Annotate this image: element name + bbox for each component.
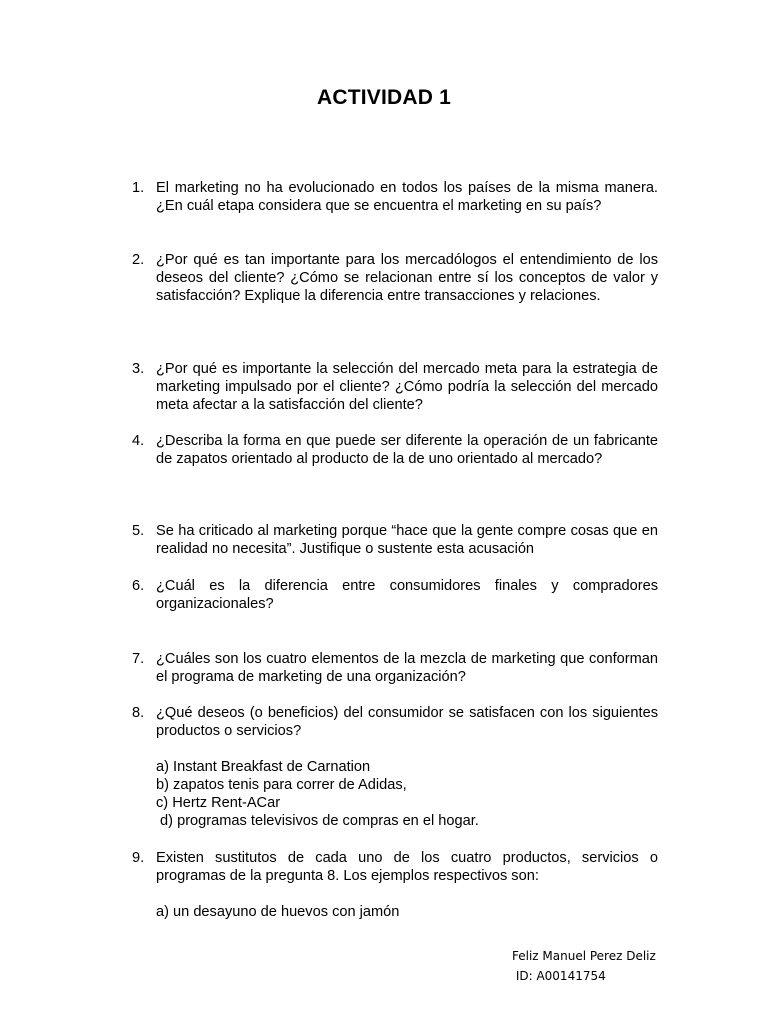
list-item: b) zapatos tenis para correr de Adidas, <box>156 777 407 793</box>
question-9 <box>132 849 658 885</box>
question-8-items <box>156 758 656 830</box>
author-name: Feliz Manuel Perez Deliz <box>512 949 656 963</box>
question-4 <box>132 432 658 468</box>
question-number: 4. <box>132 433 145 449</box>
question-number: 2. <box>132 252 145 268</box>
list-item: c) Hertz Rent-ACar <box>156 795 281 811</box>
question-8 <box>132 704 658 740</box>
question-number: 3. <box>132 361 145 377</box>
question-number: 6. <box>132 578 145 594</box>
question-3 <box>132 360 658 414</box>
question-text: ¿Qué deseos (o beneficios) del consumidor se satisfacen con los siguientes productos o servicios? <box>156 705 658 739</box>
question-number: 9. <box>132 850 145 866</box>
signature-block <box>512 946 732 986</box>
question-text: ¿Por qué es importante la selección del mercado meta para la estrategia de marketing impulsado por el cliente? ¿Cómo podría la selección del mercado meta afectar a la satisfacción del cliente? <box>156 361 658 413</box>
question-text: Existen sustitutos de cada uno de los cuatro productos, servicios o programas de la pregunta 8. Los ejemplos respectivos son: <box>156 850 658 884</box>
question-7 <box>132 650 658 686</box>
question-2 <box>132 251 658 305</box>
question-number: 8. <box>132 705 145 721</box>
question-number: 5. <box>132 523 145 539</box>
list-item: a) un desayuno de huevos con jamón <box>156 904 400 920</box>
question-number: 7. <box>132 651 145 667</box>
question-9-items <box>156 903 656 921</box>
list-item: a) Instant Breakfast de Carnation <box>156 759 371 775</box>
question-6 <box>132 577 658 613</box>
question-number: 1. <box>132 180 145 196</box>
question-text: Se ha criticado al marketing porque “hace que la gente compre cosas que en realidad no necesita”. Justifique o sustente esta acusación <box>156 523 658 557</box>
question-text: El marketing no ha evolucionado en todos los países de la misma manera. ¿En cuál etapa considera que se encuentra el marketing en su país? <box>156 180 658 214</box>
question-text: ¿Describa la forma en que puede ser diferente la operación de un fabricante de zapatos orientado al producto de la de uno orientado al mercado? <box>156 433 658 467</box>
question-text: ¿Cuál es la diferencia entre consumidores finales y compradores organizacionales? <box>156 578 658 612</box>
question-5 <box>132 522 658 558</box>
question-text: ¿Por qué es tan importante para los mercadólogos el entendimiento de los deseos del cliente? ¿Cómo se relacionan entre sí los conceptos de valor y satisfacción? Explique la diferencia entre transacciones y relaciones. <box>156 252 658 304</box>
author-id: ID: A00141754 <box>512 969 606 983</box>
list-item: d) programas televisivos de compras en el hogar. <box>156 813 479 829</box>
question-1 <box>132 179 658 215</box>
question-text: ¿Cuáles son los cuatro elementos de la mezcla de marketing que conforman el programa de marketing de una organización? <box>156 651 658 685</box>
page-title: ACTIVIDAD 1 <box>316 86 452 109</box>
